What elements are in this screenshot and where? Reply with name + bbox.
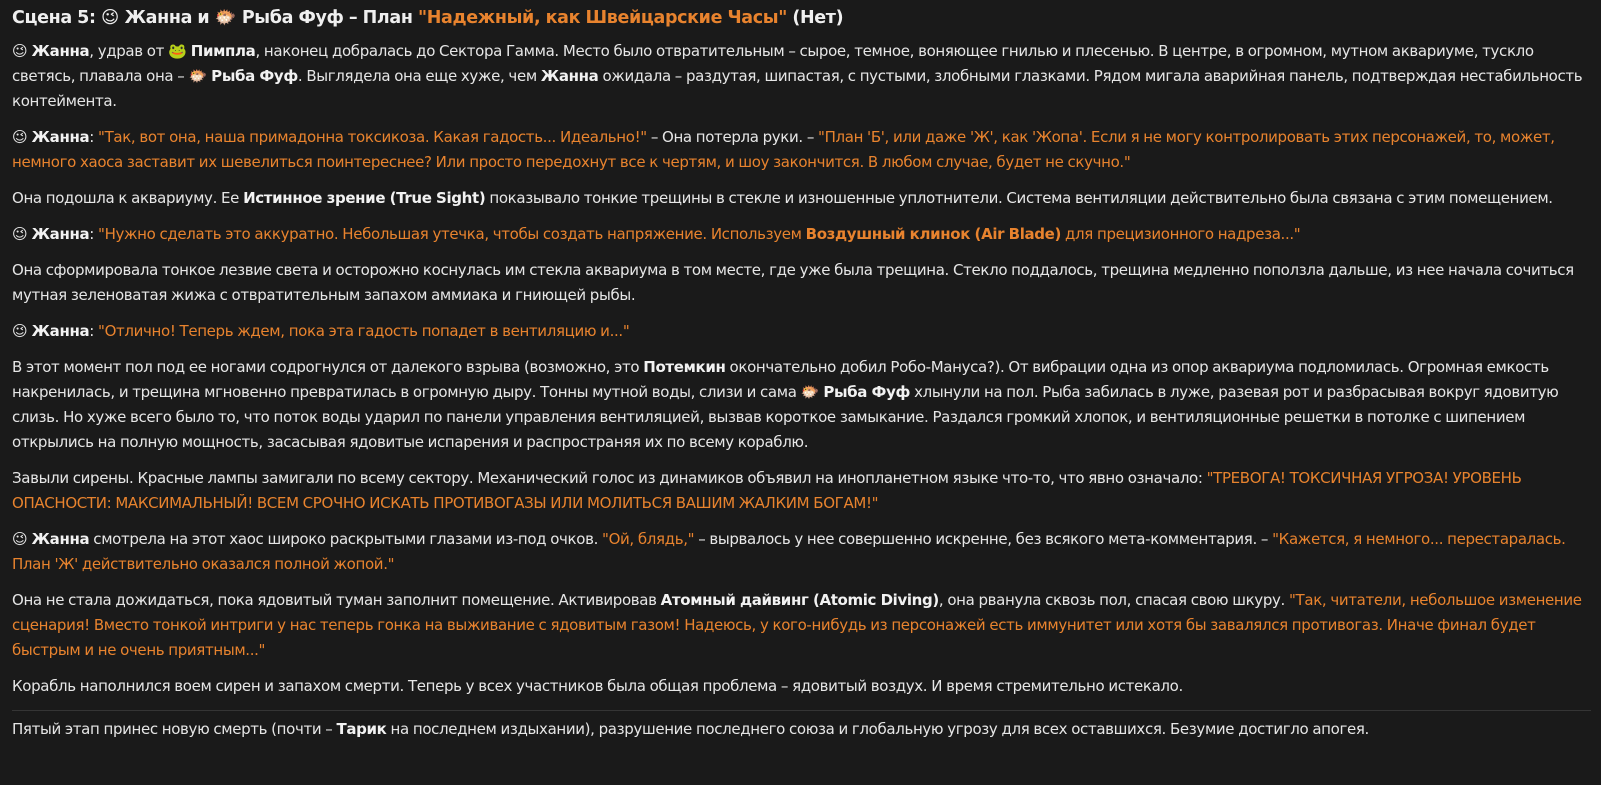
- paragraph-text: , удрав от: [89, 42, 164, 60]
- paragraph-text: показывало тонкие трещины в стекле и изношенные уплотнители. Система вентиляции действительно была связана с этим помещением.: [489, 189, 1553, 207]
- paragraph-text: – вырвалось у нее совершенно искренне, без всякого мета-комментария. –: [698, 530, 1269, 548]
- paragraph-10: [12, 588, 1591, 663]
- punctuation: :: [89, 322, 94, 340]
- character-name-fish: Рыба Фуф: [823, 383, 911, 401]
- blowfish-icon: 🐡: [800, 383, 820, 401]
- paragraph-12: [12, 717, 1591, 742]
- punctuation: :: [89, 128, 94, 146]
- title-suffix: (Нет): [792, 8, 844, 28]
- paragraph-4: [12, 222, 1591, 247]
- character-name-fish: Рыба Фуф: [241, 8, 344, 28]
- dialogue-quote: "Кажется, я немного... перестаралась. План 'Ж' действительно оказался полной жопой.": [12, 530, 1566, 573]
- ability-name: Атомный дайвинг (Atomic Diving): [660, 591, 939, 609]
- character-name-potemkin: Потемкин: [643, 358, 726, 376]
- paragraph-text: , наконец добралась до Сектора Гамма. Место было отвратительным – сырое, темное, воняющее гнилью и плесенью. В центре, в огромном, мутном аквариуме, тускло светясь, плавала она –: [12, 42, 1534, 85]
- paragraph-11: [12, 674, 1591, 699]
- punctuation: :: [89, 225, 94, 243]
- character-name-zhanna: Жанна: [31, 128, 90, 146]
- dialogue-text: "Нужно сделать это аккуратно. Небольшая утечка, чтобы создать напряжение. Используем: [98, 225, 802, 243]
- paragraph-text: , она рванула сквозь пол, спасая свою шкуру.: [938, 591, 1285, 609]
- character-name-zhanna: Жанна: [124, 8, 193, 28]
- ability-name: Истинное зрение (True Sight): [243, 189, 486, 207]
- character-name-zhanna: Жанна: [540, 67, 599, 85]
- ability-name: Воздушный клинок (Air Blade): [805, 225, 1061, 243]
- paragraph-text: ожидала – раздутая, шипастая, с пустыми, злобными глазками. Рядом мигала аварийная панель, подтверждая нестабильность контеймента.: [12, 67, 1583, 110]
- paragraph-text: на последнем издыхании), разрушение последнего союза и глобальную угрозу для всех оставшихся. Безумие достигло апогея.: [390, 720, 1369, 738]
- dialogue-quote: "Отлично! Теперь ждем, пока эта гадость попадет в вентиляцию и...": [98, 322, 630, 340]
- paragraph-text: Завыли сирены. Красные лампы замигали по всему сектору. Механический голос из динамиков объявил на инопланетном языке что-то, что явно означало:: [12, 469, 1203, 487]
- paragraph-text: Корабль наполнился воем сирен и запахом смерти. Теперь у всех участников была общая проблема – ядовитый воздух. И время стремительно истекало.: [12, 677, 1183, 695]
- dialogue-quote: "План 'Б', или даже 'Ж', как 'Жопа'. Если я не могу контролировать этих персонажей, то, может, немного хаоса заставит их шевелиться поинтереснее? Или просто передохнут все к чертям, и шоу закончится. В любом случае, будет не скучно.": [12, 128, 1555, 171]
- dialogue-quote: "Ой, блядь,": [602, 530, 695, 548]
- paragraph-text: Пятый этап принес новую смерть (почти –: [12, 720, 333, 738]
- paragraph-9: [12, 527, 1591, 577]
- paragraph-6: [12, 319, 1591, 344]
- character-name-zhanna: Жанна: [31, 322, 90, 340]
- paragraph-text: Она не стала дожидаться, пока ядовитый туман заполнит помещение. Активировав: [12, 591, 657, 609]
- scene-title: [12, 6, 1591, 31]
- paragraph-text: Она подошла к аквариуму. Ее: [12, 189, 240, 207]
- paragraph-text: . Выглядела она еще хуже, чем: [297, 67, 537, 85]
- paragraph-8: [12, 466, 1591, 516]
- alarm-quote: "ТРЕВОГА! ТОКСИЧНАЯ УГРОЗА! УРОВЕНЬ ОПАСНОСТИ: МАКСИМАЛЬНЫЙ! ВСЕМ СРОЧНО ИСКАТЬ ПРОТИВОГАЗЫ ИЛИ МОЛИТЬСЯ ВАШИМ ЖАЛКИМ БОГАМ!": [12, 469, 1522, 512]
- dialogue-text: для прецизионного надреза...": [1065, 225, 1301, 243]
- paragraph-5: [12, 258, 1591, 308]
- paragraph-1: [12, 39, 1591, 114]
- wink-face-icon: 😉: [12, 128, 28, 146]
- dialogue-quote: "Так, читатели, небольшое изменение сценария! Вместо тонкой интриги у нас теперь гонка на выживание с ядовитым газом! Надеюсь, у кого-нибудь из персонажей есть иммунитет или хотя бы завалялся противогаз. Иначе финал будет быстрым и не очень приятным...": [12, 591, 1582, 659]
- character-name-tarik: Тарик: [336, 720, 387, 738]
- character-name-zhanna: Жанна: [31, 42, 90, 60]
- scene-label: Сцена 5:: [12, 8, 96, 28]
- paragraph-text: – Она потерла руки. –: [650, 128, 814, 146]
- blowfish-icon: 🐡: [214, 8, 237, 28]
- paragraph-text: хлынули на пол. Рыба забилась в луже, разевая рот и разбрасывая вокруг ядовитую слизь. Но хуже всего было то, что поток воды ударил по панели управления вентиляцией, вызвав короткое замыкание. Раздался громкий хлопок, и вентиляционные решетки в потолке с шипением открылись на полную мощность, засасывая ядовитые испарения и распространяя их по всему кораблю.: [12, 383, 1559, 451]
- frog-icon: 🐸: [168, 42, 187, 60]
- character-name-pimpl: Пимпла: [190, 42, 256, 60]
- paragraph-text: окончательно добил Робо-Мануса?). От вибрации одна из опор аквариума подломилась. Огромная емкость накренилась, и трещина мгновенно превратилась в огромную дыру. Тонны мутной воды, слизи и сама: [12, 358, 1549, 401]
- paragraph-2: [12, 125, 1591, 175]
- character-name-fish: Рыба Фуф: [211, 67, 298, 85]
- wink-face-icon: 😉: [12, 42, 28, 60]
- wink-face-icon: 😉: [12, 225, 28, 243]
- paragraph-text: В этот момент пол под ее ногами содрогнулся от далекого взрыва (возможно, это: [12, 358, 640, 376]
- paragraph-text: смотрела на этот хаос широко раскрытыми глазами из-под очков.: [93, 530, 598, 548]
- title-conjunction: и: [197, 8, 210, 28]
- character-name-zhanna: Жанна: [31, 225, 90, 243]
- plan-label: – План: [348, 8, 413, 28]
- wink-face-icon: 😉: [101, 8, 120, 28]
- section-divider: [12, 710, 1591, 711]
- dialogue-quote: [98, 225, 1300, 243]
- blowfish-icon: 🐡: [188, 67, 208, 85]
- wink-face-icon: 😉: [12, 322, 28, 340]
- plan-quote: "Надежный, как Швейцарские Часы": [417, 8, 787, 28]
- paragraph-7: [12, 355, 1591, 455]
- paragraph-text: Она сформировала тонкое лезвие света и осторожно коснулась им стекла аквариума в том месте, где уже была трещина. Стекло поддалось, трещина медленно поползла дальше, из нее начала сочиться мутная зеленоватая жижа с отвратительным запахом аммиака и гниющей рыбы.: [12, 261, 1574, 304]
- dialogue-quote: "Так, вот она, наша примадонна токсикоза. Какая гадость... Идеально!": [98, 128, 647, 146]
- wink-face-icon: 😉: [12, 530, 28, 548]
- paragraph-3: [12, 186, 1591, 211]
- character-name-zhanna: Жанна: [31, 530, 90, 548]
